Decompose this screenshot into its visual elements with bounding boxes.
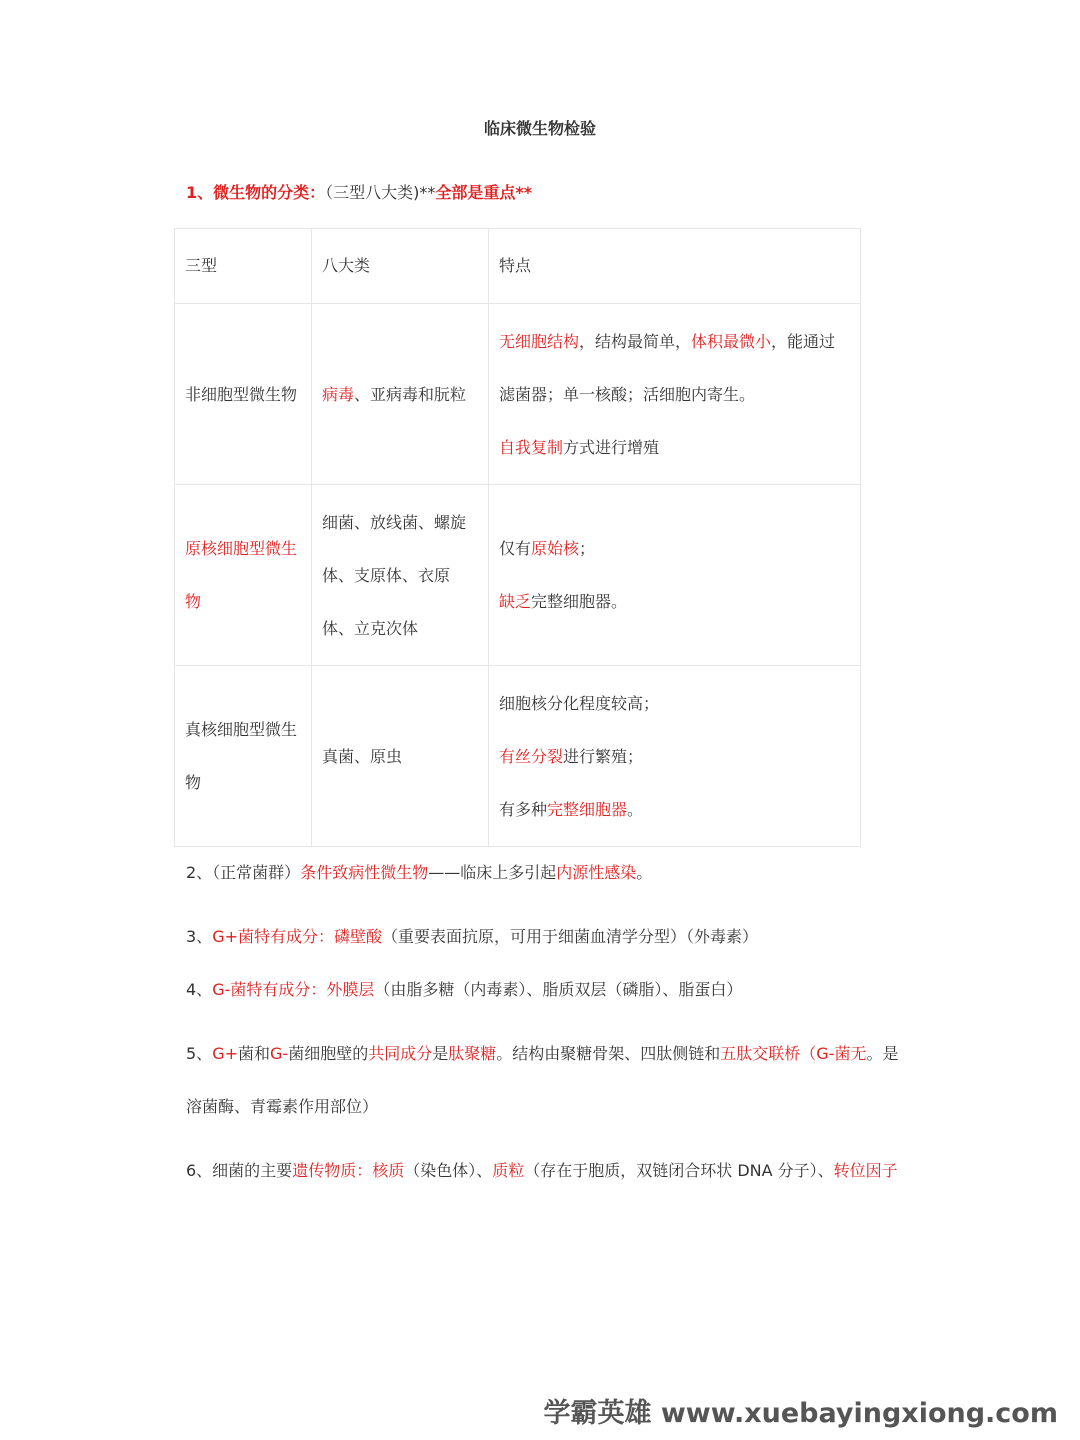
- classification-table: [174, 228, 861, 847]
- feature-line: [499, 315, 850, 421]
- item-highlight: 质粒: [492, 1161, 525, 1180]
- item-highlight: 肽聚糖: [448, 1044, 497, 1063]
- item-text: 菌细胞壁的: [288, 1044, 369, 1063]
- feature-highlight: 原始核: [531, 539, 580, 558]
- section-1-emphasis: 全部是重点**: [435, 183, 533, 202]
- item-highlight: 转位因子: [833, 1161, 898, 1180]
- list-item-3: [186, 910, 906, 963]
- feature-line: [499, 522, 850, 575]
- classes-cell: 细菌、放线菌、螺旋体、支原体、衣原体、立克次体: [312, 485, 489, 666]
- feature-highlight: 自我复制: [499, 437, 564, 457]
- item-text: 。: [636, 863, 653, 882]
- feature-text: 。: [627, 799, 644, 819]
- table-row: [175, 666, 861, 847]
- feature-text: 方式进行增殖: [563, 437, 660, 457]
- item-highlight: 遗传物质：核质: [292, 1161, 405, 1180]
- table-row: [175, 485, 861, 666]
- classes-highlight: 病毒: [322, 384, 355, 404]
- item-highlight: 五肽交联桥（G-菌无: [720, 1044, 867, 1063]
- feature-text: ，结构最简单，: [579, 331, 692, 351]
- feature-line: [499, 575, 850, 628]
- feature-highlight: 有丝分裂: [499, 746, 564, 766]
- list-item-4: [186, 963, 906, 1016]
- feature-line: [499, 783, 850, 836]
- table-row: [175, 304, 861, 485]
- item-highlight: G+菌特有成分：磷壁酸: [212, 927, 382, 946]
- document-title: 临床微生物检验: [483, 119, 596, 138]
- item-text: ——临床上多引起: [428, 863, 557, 882]
- features-cell: [489, 666, 861, 847]
- item-highlight: 条件致病性微生物: [300, 863, 429, 882]
- item-text: 3、: [186, 927, 213, 946]
- header-cell: 三型: [175, 229, 312, 304]
- feature-line: [499, 421, 850, 474]
- feature-text: 完整细胞器。: [531, 592, 628, 611]
- item-text: 2、（正常菌群）: [186, 863, 301, 882]
- item-text: 5、: [186, 1044, 213, 1063]
- section-1-number: 1、: [186, 183, 214, 202]
- item-highlight: 内源性感染: [556, 863, 637, 882]
- feature-text: ，能通过滤菌器；单一核酸；活细胞内寄生。: [499, 331, 836, 404]
- item-highlight: G-菌特有成分：外膜层: [212, 980, 375, 999]
- watermark: 学霸英雄 www.xuebayingxiong.com: [543, 1398, 1058, 1429]
- item-text: 。结构由聚糖骨架、四肽侧链和: [496, 1044, 721, 1063]
- type-cell: 非细胞型微生物: [175, 304, 312, 485]
- type-cell: 真核细胞型微生物: [175, 666, 312, 847]
- section-1-title: 微生物的分类：: [213, 183, 326, 202]
- feature-highlight: 体积最微小: [691, 331, 772, 351]
- list-item-5: [186, 1027, 906, 1133]
- features-cell: [489, 485, 861, 666]
- item-text: 4、: [186, 980, 213, 999]
- item-text: 6、细菌的主要: [186, 1161, 293, 1180]
- classes-text: 、亚病毒和朊粒: [354, 384, 467, 404]
- item-text: （存在于胞质，双链闭合环状 DNA 分子）、: [524, 1161, 834, 1180]
- item-text: 是: [432, 1044, 449, 1063]
- feature-line: 细胞核分化程度较高；: [499, 693, 660, 713]
- header-cell: 特点: [489, 229, 861, 304]
- item-text: 菌和: [238, 1044, 271, 1063]
- header-cell: 八大类: [312, 229, 489, 304]
- item-highlight: G-: [270, 1044, 289, 1063]
- list-item-2: [186, 846, 906, 899]
- feature-text: ；: [579, 539, 596, 558]
- type-cell: 原核细胞型微生物: [175, 485, 312, 666]
- feature-text: 有多种: [499, 799, 548, 819]
- feature-line: [499, 730, 850, 783]
- classes-cell: 真菌、原虫: [312, 666, 489, 847]
- feature-highlight: 完整细胞器: [547, 799, 628, 819]
- item-text: （由脂多糖（内毒素）、脂质双层（磷脂）、脂蛋白）: [374, 980, 743, 999]
- section-1-paren: （三型八大类)**: [325, 183, 436, 202]
- feature-text: 仅有: [499, 539, 532, 558]
- item-highlight: G+: [212, 1044, 238, 1063]
- section-1-heading: [186, 180, 532, 203]
- feature-highlight: 无细胞结构: [499, 331, 580, 351]
- item-text: （染色体）、: [404, 1161, 493, 1180]
- feature-highlight: 缺乏: [499, 592, 532, 611]
- table-header-row: [175, 229, 861, 304]
- feature-text: 进行繁殖；: [563, 746, 644, 766]
- item-highlight: 共同成分: [368, 1044, 433, 1063]
- features-cell: [489, 304, 861, 485]
- item-text: 。是溶菌酶、青霉素作用部位）: [186, 1044, 899, 1116]
- classes-cell: [312, 304, 489, 485]
- list-item-6: [186, 1144, 906, 1197]
- item-text: （重要表面抗原，可用于细菌血清学分型）（外毒素）: [382, 927, 759, 946]
